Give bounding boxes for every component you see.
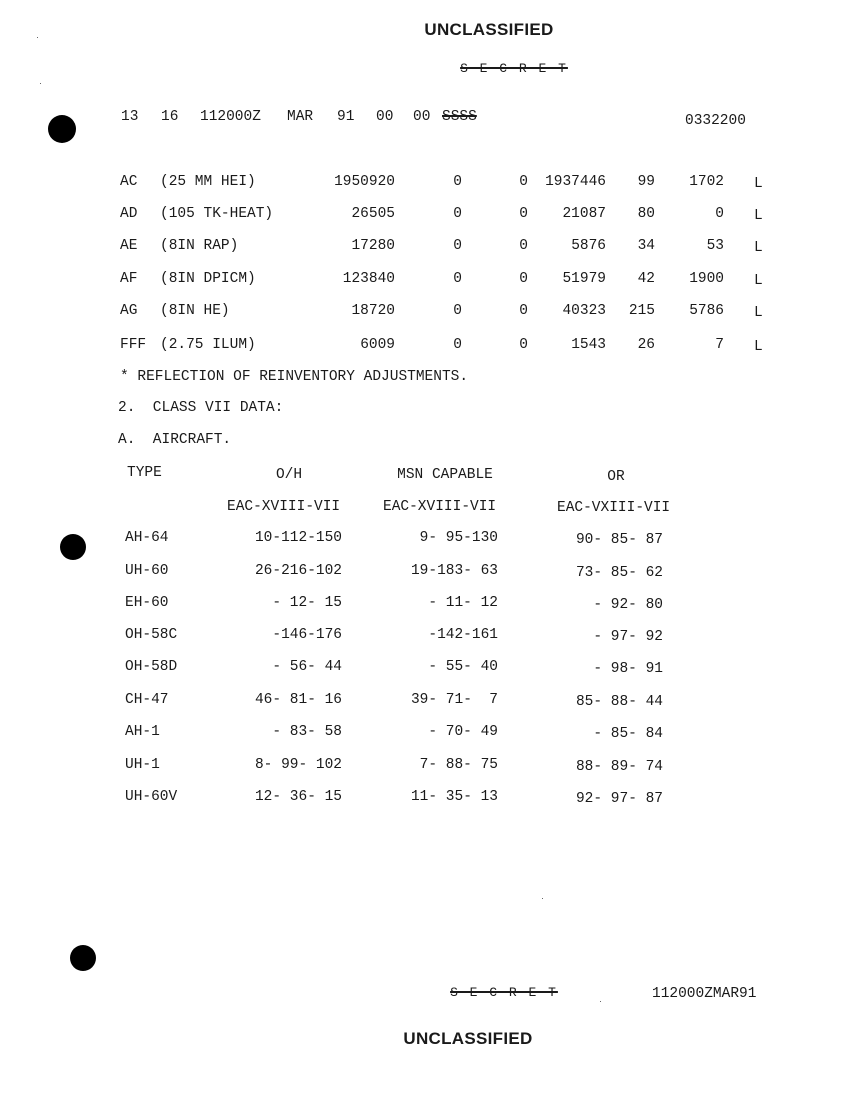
ammo-cell-v1: 18720 [351,303,395,319]
aircraft-cell-type: UH-1 [125,757,160,773]
ammo-cell-v2: 0 [453,271,462,287]
ammo-cell-v4: 40323 [562,303,606,319]
ammo-cell-code: AF [120,271,138,287]
ammo-cell-flag: L [754,240,763,256]
scan-speck [40,83,41,84]
ammo-cell-flag: L [754,339,763,355]
classification-top: UNCLASSIFIED [424,20,554,39]
ammo-cell-v2: 0 [453,174,462,190]
header-ref: 0332200 [685,113,746,129]
aircraft-cell-type: UH-60V [125,789,178,805]
aircraft-cell-msn: 11- 35- 13 [410,789,498,805]
ammo-cell-v4: 5876 [571,238,606,254]
header-struck: SSSS [442,109,477,125]
ammo-cell-flag: L [754,305,763,321]
footer-dtg: 112000ZMAR91 [652,986,757,1002]
ammo-cell-v5: 26 [637,337,655,353]
ammo-cell-v5: 42 [637,271,655,287]
punch-hole-top [48,115,76,143]
aircraft-cell-oh: 8- 99- 102 [254,757,342,773]
ammo-cell-v1: 1950920 [334,174,395,190]
aircraft-cell-msn: 9- 95-130 [419,530,498,546]
secret-marking-bottom: S E C R E T [450,985,558,1000]
aircraft-cell-msn: - 70- 49 [428,724,498,740]
col-header-type: TYPE [127,465,162,481]
col-subheader-or: EAC-VXIII-VII [557,500,671,516]
aircraft-cell-type: AH-1 [125,724,160,740]
ammo-cell-v2: 0 [453,206,462,222]
ammo-cell-v1: 6009 [360,337,395,353]
ammo-cell-v6: 1702 [689,174,724,190]
aircraft-cell-oh: -146-176 [272,627,342,643]
col-header-msn: MSN CAPABLE [397,467,493,483]
aircraft-cell-oh: 12- 36- 15 [254,789,342,805]
aircraft-cell-msn: 7- 88- 75 [419,757,498,773]
aircraft-cell-or: 88- 89- 74 [575,759,663,775]
aircraft-cell-or: 92- 97- 87 [575,791,663,807]
aircraft-cell-or: - 92- 80 [593,597,663,613]
ammo-cell-v3: 0 [519,206,528,222]
aircraft-cell-oh: 10-112-150 [254,530,342,546]
punch-hole-bottom [70,945,96,971]
ammo-cell-flag: L [754,208,763,224]
ammo-cell-v3: 0 [519,174,528,190]
ammo-cell-v1: 123840 [342,271,395,287]
header-n1: 13 [121,109,139,125]
ammo-cell-v2: 0 [453,238,462,254]
header-dtg: 112000Z [200,109,261,125]
ammo-cell-v5: 34 [637,238,655,254]
ammo-cell-v6: 53 [706,238,724,254]
ammo-cell-v1: 26505 [351,206,395,222]
ammo-cell-desc: (2.75 ILUM) [160,337,256,353]
aircraft-cell-oh: 26-216-102 [254,563,342,579]
aircraft-cell-or: - 97- 92 [593,629,663,645]
ammo-cell-code: AC [120,174,138,190]
ammo-cell-v5: 80 [637,206,655,222]
subsection-heading: A. AIRCRAFT. [118,432,232,448]
ammo-cell-v2: 0 [453,303,462,319]
header-z2: 00 [413,109,431,125]
ammo-cell-code: AD [120,206,138,222]
ammo-cell-flag: L [754,176,763,192]
ammo-cell-code: FFF [120,337,147,353]
col-subheader-msn: EAC-XVIII-VII [383,499,497,515]
col-subheader-oh: EAC-XVIII-VII [227,499,341,515]
ammo-cell-v4: 51979 [562,271,606,287]
ammo-cell-flag: L [754,273,763,289]
scan-speck [542,898,543,899]
section-heading: 2. CLASS VII DATA: [118,400,284,416]
ammo-cell-desc: (105 TK-HEAT) [160,206,274,222]
ammo-cell-v2: 0 [453,337,462,353]
aircraft-cell-msn: - 55- 40 [428,659,498,675]
aircraft-cell-or: 85- 88- 44 [575,694,663,710]
aircraft-cell-type: OH-58C [125,627,178,643]
ammo-cell-v4: 1543 [571,337,606,353]
header-z1: 00 [376,109,394,125]
col-header-oh: O/H [275,467,303,483]
ammo-cell-v4: 21087 [562,206,606,222]
aircraft-cell-oh: 46- 81- 16 [254,692,342,708]
secret-marking-top: S E C R E T [460,61,568,76]
ammo-cell-v1: 17280 [351,238,395,254]
ammo-cell-v6: 0 [715,206,724,222]
aircraft-cell-type: OH-58D [125,659,178,675]
aircraft-cell-oh: - 12- 15 [272,595,342,611]
aircraft-cell-or: - 98- 91 [593,661,663,677]
classification-bottom: UNCLASSIFIED [403,1029,533,1048]
ammo-cell-v5: 99 [637,174,655,190]
aircraft-cell-type: EH-60 [125,595,169,611]
header-n2: 16 [161,109,179,125]
col-header-or: OR [607,469,625,485]
ammo-cell-code: AE [120,238,138,254]
aircraft-cell-msn: 39- 71- 7 [410,692,498,708]
ammo-cell-desc: (8IN RAP) [160,238,239,254]
ammo-cell-v5: 215 [628,303,655,319]
reinventory-note: * REFLECTION OF REINVENTORY ADJUSTMENTS. [120,369,469,385]
ammo-cell-desc: (8IN HE) [160,303,230,319]
header-month: MAR [287,109,314,125]
aircraft-cell-type: AH-64 [125,530,169,546]
ammo-cell-desc: (25 MM HEI) [160,174,256,190]
aircraft-cell-msn: -142-161 [428,627,498,643]
aircraft-cell-or: 90- 85- 87 [575,532,663,548]
scan-speck [37,37,38,38]
aircraft-cell-or: 73- 85- 62 [575,565,663,581]
ammo-cell-v3: 0 [519,303,528,319]
aircraft-cell-msn: 19-183- 63 [410,563,498,579]
aircraft-cell-oh: - 83- 58 [272,724,342,740]
aircraft-cell-type: CH-47 [125,692,169,708]
ammo-cell-desc: (8IN DPICM) [160,271,256,287]
aircraft-cell-or: - 85- 84 [593,726,663,742]
aircraft-cell-oh: - 56- 44 [272,659,342,675]
ammo-cell-v3: 0 [519,271,528,287]
ammo-cell-v6: 5786 [689,303,724,319]
ammo-cell-code: AG [120,303,138,319]
ammo-cell-v6: 7 [715,337,724,353]
ammo-cell-v3: 0 [519,337,528,353]
ammo-cell-v3: 0 [519,238,528,254]
header-year: 91 [337,109,355,125]
aircraft-cell-msn: - 11- 12 [428,595,498,611]
punch-hole-middle [60,534,86,560]
ammo-cell-v6: 1900 [689,271,724,287]
ammo-cell-v4: 1937446 [545,174,606,190]
aircraft-cell-type: UH-60 [125,563,169,579]
scan-speck [600,1001,601,1002]
